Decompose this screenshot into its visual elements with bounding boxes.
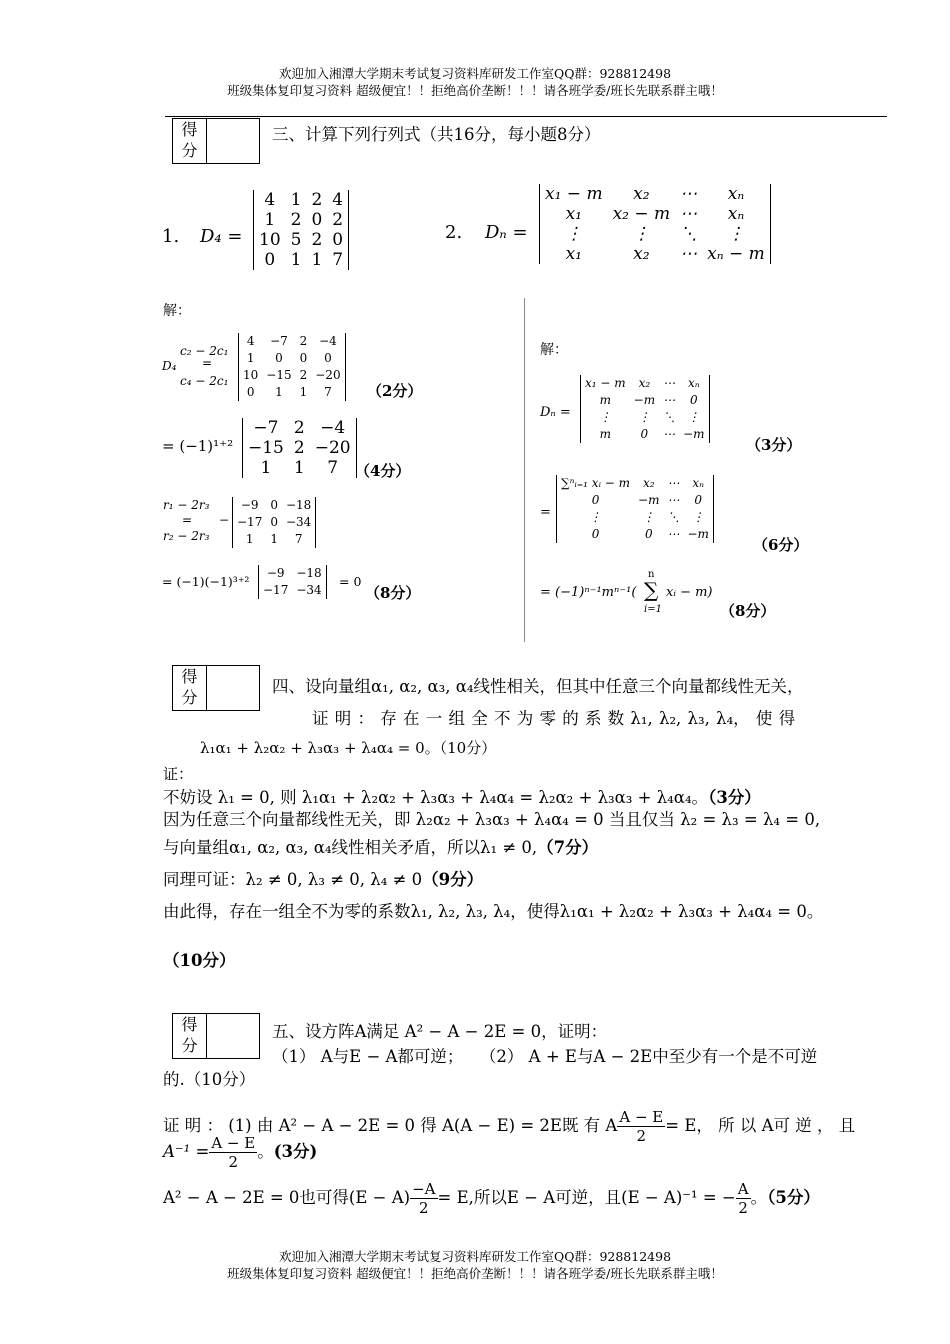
matrix-cell: 5 [290, 230, 302, 250]
matrix-cell: x₁ − m [545, 184, 603, 204]
matrix-cell: 1 [270, 532, 278, 546]
fraction-4 [736, 1180, 751, 1217]
matrix-row [557, 526, 713, 543]
proof5-line3-c: 。 [750, 1188, 768, 1207]
matrix-cell: −9 [240, 498, 259, 512]
matrix-row [254, 190, 348, 210]
matrix-row [233, 497, 315, 514]
matrix-row [557, 509, 713, 526]
matrix-row [254, 230, 348, 250]
matrix-cell: 0 [644, 527, 653, 541]
left-solution-head: 解： [163, 303, 191, 319]
matrix-cell: 1 [299, 385, 308, 399]
matrix-cell: 0 [591, 527, 600, 541]
matrix-cell: 2 [293, 438, 305, 458]
matrix-row [581, 392, 709, 409]
matrix-cell: 2 [299, 368, 308, 382]
proof4-line1 [163, 784, 761, 808]
matrix-cell: 0 [324, 351, 332, 365]
proof5-line1-text: 证 明 ： (1) 由 A² − A − 2E = 0 得 A(A − E) = 2E既 有 A [163, 1116, 618, 1135]
matrix-cell: 0 [689, 393, 698, 407]
proof4-line4 [163, 866, 483, 890]
matrix-row [254, 250, 348, 270]
matrix-cell: m [599, 393, 612, 407]
score-label-top: 得 [181, 120, 198, 139]
matrix-cell: ∑ⁿᵢ₌₁ xᵢ − m [561, 476, 631, 490]
left-step4-prefix: = (−1)(−1)³⁺² [162, 574, 250, 589]
matrix-row [540, 244, 770, 264]
proof4-line3 [163, 834, 598, 858]
matrix-row [233, 514, 315, 531]
score-label-top: 得 [181, 667, 198, 686]
fraction-3-den: 2 [419, 1199, 429, 1217]
matrix-cell: −34 [296, 583, 322, 597]
matrix-cell: 0 [270, 498, 278, 512]
matrix-cell: ⋮ [642, 510, 655, 524]
matrix-row [239, 384, 345, 401]
op2-eq: = [182, 513, 193, 527]
matrix-cell: ⋯ [680, 184, 698, 204]
matrix-cell: xₙ [727, 204, 745, 224]
matrix-cell: −7 [270, 334, 288, 348]
matrix-cell: 1 [293, 458, 305, 478]
matrix-cell: 2 [332, 210, 344, 230]
right-points-2: （6分） [753, 536, 809, 554]
matrix-cell: −4 [320, 418, 346, 438]
inverse-lhs: A⁻¹ = [163, 1142, 210, 1161]
proof5-line1-tail: = E， 所 以 A可 逆 ， 且 [665, 1116, 856, 1135]
fraction-1 [617, 1108, 665, 1145]
matrix-row [259, 565, 326, 582]
problem2-lhs: Dₙ = [485, 222, 528, 243]
fraction-1-num: A − E [619, 1108, 664, 1126]
problem2-label: 2. [445, 222, 463, 243]
solution-divider [524, 298, 525, 642]
fraction-3-num: −A [412, 1180, 436, 1198]
matrix-cell: 2 [290, 210, 302, 230]
matrix-cell: −34 [285, 515, 312, 529]
matrix-cell: ⋯ [663, 427, 676, 441]
proof5-points-3: (3分) [273, 1142, 318, 1161]
matrix-row [540, 204, 770, 224]
matrix-cell: −m [687, 527, 709, 541]
fraction-2 [209, 1134, 257, 1171]
right-points-1: （3分） [746, 436, 802, 454]
left-matrix-2 [242, 418, 357, 478]
matrix-cell: −17 [237, 515, 263, 529]
proof4-line1-text: 不妨设 λ₁ = 0, 则 λ₁α₁ + λ₂α₂ + λ₃α₃ + λ₄α₄ = λ₂α₂ + λ₃α₃ + λ₄α₄。 [163, 788, 709, 807]
matrix-cell: −m [683, 427, 705, 441]
matrix-cell: ⋮ [727, 224, 745, 244]
fraction-2-num: A − E [211, 1134, 256, 1152]
problem2-matrix [539, 184, 771, 264]
matrix-cell: ⋮ [589, 510, 602, 524]
matrix-row [581, 409, 709, 426]
matrix-cell: ⋱ [663, 410, 676, 424]
matrix-cell: 10 [259, 230, 281, 250]
op1-eq: = [202, 356, 213, 370]
section4-title: 四、设向量组α₁, α₂, α₃, α₄线性相关，但其中任意三个向量都线性无关， [272, 677, 804, 696]
header-line-1: 欢迎加入湘潭大学期末考试复习资料库研发工作室QQ群：928812498 [278, 66, 672, 81]
proof4-points-10: （10分） [163, 951, 236, 970]
proof5-points-5: （5分） [767, 1188, 820, 1207]
proof4-points-1: （3分） [708, 788, 761, 807]
matrix-cell: 7 [324, 385, 332, 399]
matrix-row [239, 367, 345, 384]
left-matrix-4 [258, 565, 327, 599]
right-final-tail: xᵢ − m) [666, 585, 713, 600]
proof4-head: 证： [163, 765, 194, 783]
left-step2-prefix: = (−1)¹⁺² [162, 437, 234, 455]
matrix-cell: ⋯ [680, 244, 698, 264]
matrix-cell: x₂ − m [612, 204, 671, 224]
score-label-bottom: 分 [181, 141, 198, 160]
sum-symbol: ∑ [644, 578, 659, 602]
section4-line2: 证 明 ： 存 在 一 组 全 不 为 零 的 系 数 λ₁, λ₂, λ₃, λ₄， 使 得 [312, 709, 796, 728]
proof4-line3-text: 与向量组α₁, α₂, α₃, α₄线性相关矛盾，所以λ₁ ≠ 0, [163, 838, 538, 857]
sum-bottom: i=1 [644, 604, 662, 615]
proof5-line2 [163, 1134, 317, 1171]
left-matrix-1 [238, 333, 346, 401]
matrix-cell: 0 [332, 230, 344, 250]
matrix-row [557, 492, 713, 509]
right-points-3: （8分） [720, 602, 776, 620]
matrix-cell: 10 [243, 368, 259, 382]
score-label-bottom: 分 [181, 688, 198, 707]
matrix-row [540, 184, 770, 204]
matrix-cell: 0 [311, 210, 323, 230]
matrix-cell: −m [633, 393, 656, 407]
op2-neg: − [219, 513, 230, 527]
fraction-1-den: 2 [636, 1127, 647, 1145]
matrix-cell: 1 [290, 190, 302, 210]
matrix-cell: ⋯ [667, 476, 680, 490]
right-matrix-1 [580, 375, 710, 443]
proof4-line4-text: 同理可证：λ₂ ≠ 0, λ₃ ≠ 0, λ₄ ≠ 0 [163, 870, 423, 889]
left-points-1: （2分） [367, 382, 423, 400]
matrix-cell: 2 [311, 190, 323, 210]
matrix-cell: 2 [293, 418, 305, 438]
matrix-row [243, 438, 356, 458]
matrix-cell: x₂ [642, 476, 655, 490]
section3-title: 三、计算下列行列式（共16分，每小题8分） [272, 125, 601, 144]
score-box-4 [172, 665, 260, 711]
fraction-2-den: 2 [228, 1153, 239, 1171]
score-label-bottom: 分 [181, 1036, 198, 1055]
matrix-cell: 1 [311, 250, 323, 270]
fraction-4-num: A [737, 1180, 749, 1198]
matrix-cell: 4 [332, 190, 344, 210]
matrix-cell: −20 [315, 368, 341, 382]
op2-top: r₁ − 2r₃ [163, 498, 210, 512]
matrix-cell: −m [638, 493, 660, 507]
matrix-cell: ⋮ [565, 224, 583, 244]
section5-line2: （1） A与E − A都可逆； （2） A + E与A − 2E中至少有一个是不可逆 [272, 1047, 818, 1066]
section5-title: 五、设方阵A满足 A² − A − 2E = 0，证明： [272, 1022, 608, 1041]
matrix-cell: x₂ [638, 376, 651, 390]
fraction-3 [410, 1180, 437, 1217]
matrix-cell: xₙ [727, 184, 745, 204]
inverse-tail: 。 [257, 1142, 274, 1161]
matrix-cell: ⋯ [663, 376, 676, 390]
matrix-cell: x₁ [565, 244, 582, 264]
matrix-cell: −18 [285, 498, 312, 512]
right-dn: Dₙ = [540, 405, 571, 420]
sum-top: n [648, 569, 655, 580]
matrix-row [239, 350, 345, 367]
matrix-row [581, 426, 709, 443]
matrix-cell: ⋮ [687, 410, 700, 424]
matrix-cell: 1 [246, 351, 255, 365]
matrix-cell: 1 [275, 385, 283, 399]
matrix-row [540, 224, 770, 244]
problem1-lhs: D₄ = [200, 226, 243, 247]
op1-bottom: c₄ − 2c₁ [180, 374, 229, 388]
matrix-cell: −15 [248, 438, 284, 458]
matrix-cell: ⋮ [632, 224, 650, 244]
problem1-label: 1. [162, 226, 180, 247]
matrix-cell: xₙ − m [707, 244, 765, 264]
matrix-cell: 0 [299, 351, 308, 365]
matrix-cell: xₙ [692, 476, 705, 490]
matrix-cell: 0 [264, 250, 276, 270]
matrix-row [233, 531, 315, 548]
header-rule [165, 116, 887, 117]
matrix-cell: x₁ [565, 204, 582, 224]
score-box [172, 118, 260, 164]
proof4-points-4: （9分） [422, 870, 484, 889]
right-matrix-2 [556, 475, 714, 543]
matrix-row [581, 375, 709, 392]
left-matrix-3 [232, 497, 316, 548]
matrix-cell: ⋯ [667, 493, 680, 507]
matrix-row [239, 333, 345, 350]
section4-line3: λ₁α₁ + λ₂α₂ + λ₃α₃ + λ₄α₄ = 0。（10分） [200, 739, 497, 757]
matrix-cell: 0 [640, 427, 649, 441]
op1-top: c₂ − 2c₁ [180, 344, 229, 358]
matrix-cell: −20 [314, 438, 351, 458]
proof4-line2: 因为任意三个向量都线性无关，即 λ₂α₂ + λ₃α₃ + λ₄α₄ = 0 当且仅当 λ₂ = λ₃ = λ₄ = 0, [163, 810, 821, 829]
footer-line-1: 欢迎加入湘潭大学期末考试复习资料库研发工作室QQ群：928812498 [278, 1249, 672, 1264]
proof5-line3 [163, 1180, 820, 1217]
proof4-line5: 由此得，存在一组全不为零的系数λ₁, λ₂, λ₃, λ₄，使得λ₁α₁ + λ₂α₂ + λ₃α₃ + λ₄α₄ = 0。 [163, 902, 824, 921]
matrix-cell: x₂ [633, 244, 650, 264]
matrix-cell: x₂ [633, 184, 650, 204]
left-step4-suffix: = 0 [339, 574, 362, 589]
score-label-top: 得 [181, 1015, 198, 1034]
matrix-cell: ⋮ [692, 510, 705, 524]
matrix-cell: −4 [319, 334, 337, 348]
proof5-line3-a: A² − A − 2E = 0也可得(E − A) [163, 1188, 411, 1207]
matrix-cell: 4 [264, 190, 276, 210]
matrix-cell: 0 [246, 385, 255, 399]
right-final-prefix: = (−1)ⁿ⁻¹mⁿ⁻¹( [540, 585, 637, 600]
matrix-cell: ⋮ [638, 410, 651, 424]
matrix-cell: ⋯ [663, 393, 676, 407]
matrix-row [254, 210, 348, 230]
proof4-points-3: （7分） [537, 838, 599, 857]
score-box-5 [172, 1013, 260, 1059]
matrix-cell: ⋱ [680, 224, 698, 244]
op2-bottom: r₂ − 2r₃ [163, 529, 210, 543]
matrix-cell: −15 [266, 368, 292, 382]
matrix-cell: −9 [266, 566, 285, 580]
matrix-cell: 7 [294, 532, 303, 546]
matrix-cell: −18 [296, 566, 322, 580]
matrix-row [259, 582, 326, 599]
matrix-row [557, 475, 713, 492]
d4-label: D₄ [162, 359, 177, 373]
matrix-cell: 0 [591, 493, 600, 507]
matrix-cell: 2 [299, 334, 308, 348]
matrix-cell: 1 [290, 250, 302, 270]
left-points-2: （4分） [355, 462, 411, 480]
matrix-row [243, 458, 356, 478]
left-points-4: （8分） [365, 584, 421, 602]
proof5-line3-b: = E,所以E − A可逆，且(E − A)⁻¹ = − [437, 1188, 736, 1207]
footer-line-2: 班级集体复印复习资料 超级便宜！！拒绝高价垄断！！！请各班学委/班长先联系群主哦！ [227, 1266, 723, 1281]
section5-line3: 的.（10分） [163, 1070, 256, 1089]
matrix-cell: ⋮ [599, 410, 612, 424]
right-solution-head: 解： [540, 342, 568, 358]
matrix-cell: 4 [246, 334, 255, 348]
right-eq: = [540, 505, 551, 520]
matrix-cell: m [599, 427, 612, 441]
matrix-cell: 0 [275, 351, 283, 365]
matrix-cell: −17 [263, 583, 289, 597]
matrix-cell: 7 [327, 458, 339, 478]
matrix-cell: 0 [270, 515, 278, 529]
problem1-matrix [253, 190, 349, 270]
matrix-cell: 1 [264, 210, 276, 230]
fraction-4-den: 2 [738, 1199, 748, 1217]
matrix-cell: ⋯ [667, 527, 680, 541]
matrix-cell: 0 [694, 493, 703, 507]
matrix-cell: 1 [260, 458, 272, 478]
matrix-cell: xₙ [687, 376, 700, 390]
matrix-cell: 2 [311, 230, 323, 250]
matrix-cell: ⋱ [667, 510, 680, 524]
header-line-2: 班级集体复印复习资料 超级便宜！！拒绝高价垄断！！！请各班学委/班长先联系群主哦！ [227, 83, 723, 98]
matrix-cell: 7 [332, 250, 344, 270]
matrix-cell: x₁ − m [585, 376, 626, 390]
matrix-row [243, 418, 356, 438]
matrix-cell: ⋯ [680, 204, 698, 224]
matrix-cell: 1 [245, 532, 254, 546]
matrix-cell: −7 [253, 418, 279, 438]
